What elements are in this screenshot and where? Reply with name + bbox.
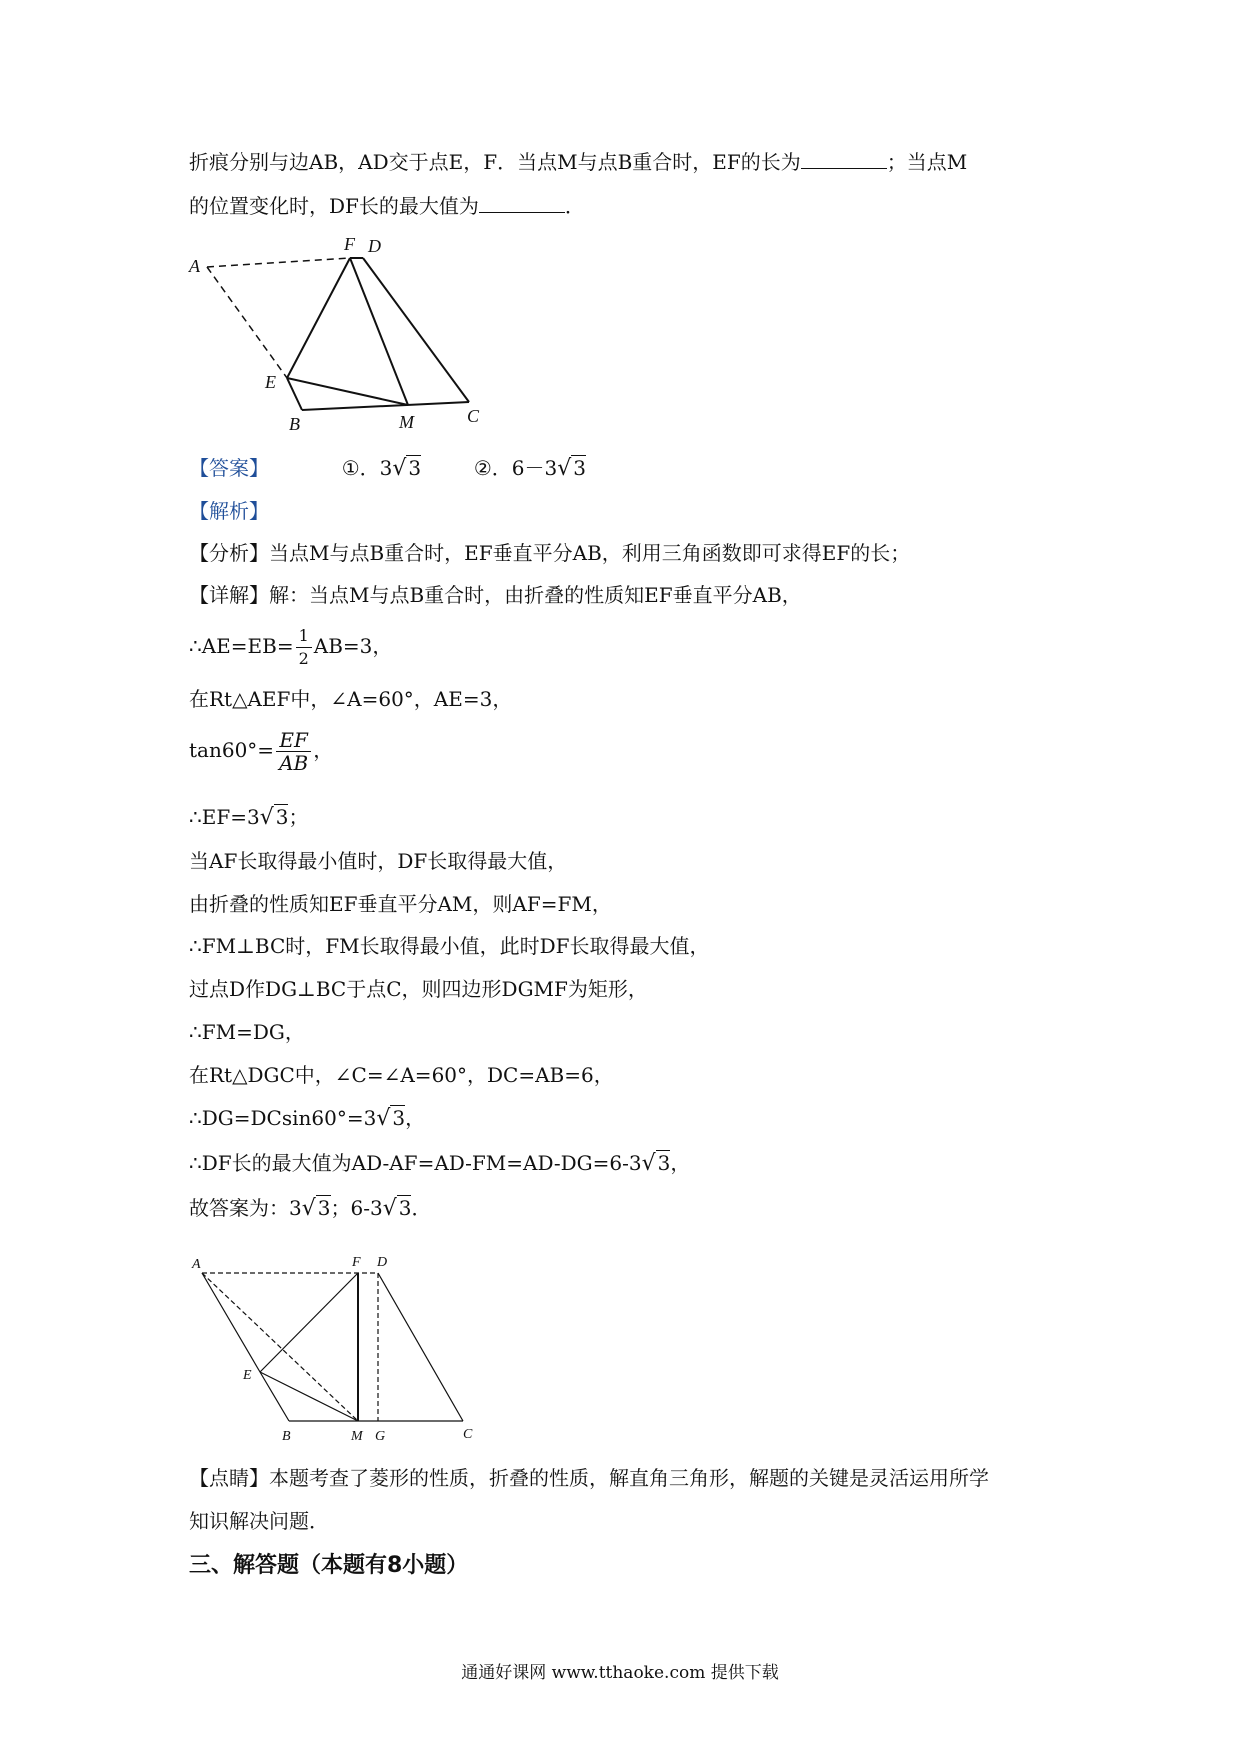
analysis-tag: 【解析】	[189, 499, 269, 523]
fig2-label-D: D	[377, 1255, 388, 1270]
fig2-label-F: F	[352, 1255, 361, 1270]
solution-line-7: ∴FM⊥BC时，FM长取得最小值，此时DF长取得最大值，	[189, 934, 710, 958]
solution-line-6: 由折叠的性质知EF垂直平分AM，则AF=FM，	[189, 892, 612, 916]
solution-line-4: ∴EF=3√ 3；	[189, 805, 309, 830]
dianjing-line-2: 知识解决问题．	[189, 1509, 329, 1533]
solution-line-8: 过点D作DG⊥BC于点C，则四边形DGMF为矩形，	[189, 977, 648, 1001]
fig1-label-B: B	[289, 414, 300, 434]
answer-line	[189, 454, 586, 483]
fig2-label-M: M	[351, 1429, 363, 1444]
fig2-label-C: C	[463, 1427, 473, 1442]
fenxi-line: 【分析】当点M与点B重合时，EF垂直平分AB，利用三角函数即可求得EF的长；	[189, 541, 911, 565]
question-line-2: 的位置变化时，DF长的最大值为 ．	[189, 194, 585, 218]
fig1-dashed-AF	[207, 258, 350, 267]
fig1-label-D: D	[368, 236, 381, 256]
dianjing-line-1: 【点睛】本题考查了菱形的性质，折叠的性质，解直角三角形，解题的关键是灵活运用所学	[189, 1466, 989, 1490]
fig1-label-A: A	[189, 256, 200, 276]
fig2-AM	[202, 1273, 358, 1421]
fig2-AE	[202, 1273, 260, 1372]
solution-line-2: 在Rt△AEF中，∠A=60°，AE=3，	[189, 687, 513, 711]
solution-line-11: ∴DG=DCsin60°=3√ 3，	[189, 1106, 426, 1131]
fig1-label-M: M	[399, 412, 414, 432]
fig1-EB	[287, 378, 302, 410]
fig1-EM	[287, 378, 408, 405]
figure-2-rhombus	[185, 1248, 485, 1448]
fig1-label-F: F	[344, 234, 355, 254]
solution-line-9: ∴FM=DG，	[189, 1020, 305, 1044]
figure-1-rhombus	[185, 230, 505, 440]
answer-blank-2	[479, 211, 565, 213]
answer-1: ①．3√ 3	[341, 456, 422, 481]
section-heading: 三、解答题（本题有8小题）	[189, 1553, 469, 1578]
solution-line-3: tan60°= $\frac{EF}{AB}$ ，	[189, 728, 334, 775]
solution-line-13: 故答案为：3√ 3；6-3√ 3．	[189, 1196, 432, 1221]
solution-line-1: ∴AE=EB= $\frac{1}{2}$ AB=3，	[189, 626, 393, 668]
fig2-DC	[378, 1273, 463, 1421]
fig2-label-A: A	[192, 1257, 201, 1272]
solution-line-10: 在Rt△DGC中，∠C=∠A=60°，DC=AB=6，	[189, 1063, 614, 1087]
xiangjie-line: 【详解】解：当点M与点B重合时，由折叠的性质知EF垂直平分AB，	[189, 583, 802, 607]
answer-blank-1	[801, 167, 887, 169]
fig1-BC	[302, 402, 469, 410]
fig1-EF	[287, 258, 350, 378]
solution-line-5: 当AF长取得最小值时，DF长取得最大值，	[189, 849, 568, 873]
fig1-dashed-AE	[207, 267, 287, 378]
fig2-label-B: B	[282, 1429, 291, 1444]
answer-2: ②．6－3√ 3	[473, 456, 587, 481]
fig2-label-G: G	[375, 1429, 386, 1444]
question-line-1: 折痕分别与边AB，AD交于点E，F．当点M与点B重合时，EF的长为 ；当点M	[189, 150, 968, 174]
fig2-label-E: E	[243, 1368, 252, 1383]
fig1-label-E: E	[265, 372, 276, 392]
page-footer: 通通好课网 www.tthaoke.com 提供下载	[461, 1663, 779, 1683]
answer-tag: 【答案】	[189, 456, 269, 480]
solution-line-12: ∴DF长的最大值为AD-AF=AD-FM=AD-DG=6-3√ 3，	[189, 1151, 691, 1176]
fig2-EF	[260, 1273, 358, 1372]
fig1-label-C: C	[467, 406, 480, 426]
